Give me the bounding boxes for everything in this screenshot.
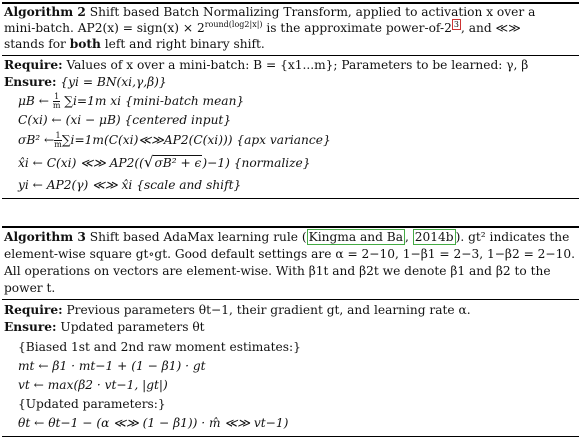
algo3-step-1: [18, 340, 301, 355]
algo3-caption-line-1: [4, 230, 569, 245]
algo2-ensure-text: {yi = BN(xi,γ,β)}: [60, 75, 167, 89]
fraction-denominator: m: [52, 101, 61, 110]
algo2-step-1-lhs: μB ←: [18, 94, 53, 108]
algo3-ensure: [4, 320, 205, 335]
algo3-require: [4, 303, 471, 318]
citation-year[interactable]: 2014b: [414, 230, 454, 244]
algo2-step-1-rhs: ∑i=1m xi {mini-batch mean}: [60, 94, 245, 108]
algo2-step-3: [18, 132, 331, 149]
algo3-require-text: Previous parameters θt−1, their gradient gt, and learning rate α.: [66, 303, 471, 317]
algo2-caption-text-3c: left and right binary shift.: [100, 37, 265, 51]
algo3-step-2-text: mt ← β1 · mt−1 + (1 − β1) · gt: [18, 359, 206, 373]
sqrt-radicand: σB² + ϵ: [154, 156, 202, 170]
citation-separator: ,: [405, 230, 413, 244]
fraction-numerator: 1: [55, 131, 61, 140]
algo3-top-rule: [2, 226, 579, 228]
algo3-step-5: [18, 416, 288, 431]
algo3-caption-text-2: element-wise square gt∘gt. Good default settings are α = 2−10, 1−β1 = 2−3, 1−β2 = 2−10.: [4, 247, 576, 261]
citation-link[interactable]: [307, 229, 405, 245]
algo3-step-3-text: vt ← max(β2 · vt−1, |gt|): [18, 378, 168, 392]
algo2-step-5-text: yi ← AP2(γ) ≪≫ x̂i {scale and shift}: [18, 178, 242, 192]
algo3-label: Algorithm 3: [4, 230, 86, 244]
algo3-ensure-text: Updated parameters θt: [60, 320, 205, 334]
algo3-step-2: [18, 359, 206, 374]
algo3-bottom-rule: [2, 436, 579, 437]
algo2-caption-line-3: [4, 37, 265, 52]
algo3-caption-line-4: [4, 281, 55, 296]
algo2-caption-line-1: [4, 5, 535, 20]
algo2-require-label: Require:: [4, 58, 63, 72]
algo2-step-5: [18, 178, 241, 193]
algo3-step-4-text: {Updated parameters:}: [18, 397, 166, 411]
algo2-ensure-label: Ensure:: [4, 75, 57, 89]
fraction-denominator: m: [54, 140, 62, 149]
algo2-step-3-lhs: σB² ←: [18, 133, 55, 147]
citation-year-link[interactable]: [413, 229, 456, 245]
algo3-caption-text-1a: Shift based AdaMax learning rule (: [85, 230, 307, 244]
algo3-mid-rule: [2, 299, 579, 300]
algo2-require: [4, 58, 528, 73]
algo2-label: Algorithm 2: [4, 5, 86, 19]
algo2-step-4-lhs: x̂i ← C(xi) ≪≫ AP2((: [18, 156, 144, 170]
sqrt-sign: √: [143, 153, 154, 171]
algo2-step-2-text: C(xi) ← (xi − μB) {centered input}: [18, 113, 232, 127]
algo3-step-3: [18, 378, 168, 393]
algo3-require-label: Require:: [4, 303, 63, 317]
algo3-step-4: [18, 397, 166, 412]
algo3-caption-text-4: power t.: [4, 281, 56, 295]
algo2-ensure: [4, 75, 167, 90]
algo3-caption-text-3: All operations on vectors are element-wise. With β1t and β2t we denote β1 and β2 to the: [4, 264, 551, 278]
algo3-caption-text-1b: ). gt² indicates the: [455, 230, 570, 244]
algo3-caption-line-2: [4, 247, 575, 262]
algo2-top-rule: [2, 2, 579, 4]
algo2-step-4: [18, 155, 311, 171]
algo2-mid-rule: [2, 55, 579, 56]
algo2-caption-text-3a: stands for: [4, 37, 70, 51]
algo2-step-3-rhs: ∑i=1m(C(xi)≪≫AP2(C(xi))) {apx variance}: [61, 133, 331, 147]
algo3-step-5-text: θt ← θt−1 − (α ≪≫ (1 − β1)) · m̂ ≪≫ vt−1): [18, 416, 289, 430]
algo2-step-2: [18, 113, 231, 128]
algo3-caption-line-3: [4, 264, 551, 279]
citation-authors[interactable]: Kingma and Ba: [308, 230, 403, 244]
algo2-bottom-rule: [2, 198, 579, 199]
algo2-caption-text-2c: is the approximate power-of-2: [262, 21, 452, 36]
algo3-ensure-label: Ensure:: [4, 320, 57, 334]
algo2-caption-text-2a: mini-batch. AP2(x) = sign(x) × 2: [4, 21, 205, 36]
algo2-caption-exponent: round(log2|x|): [204, 20, 263, 30]
algo2-caption-text-2d: , and ≪≫: [460, 21, 522, 36]
algo2-step-1: [18, 93, 244, 110]
algo2-caption-line-2: [4, 21, 521, 36]
algo2-caption-text-1: Shift based Batch Normalizing Transform, applied to activation x over a: [85, 5, 536, 19]
algo3-step-1-text: {Biased 1st and 2nd raw moment estimates:}: [18, 340, 301, 354]
fraction: [54, 132, 62, 149]
algo2-caption-bold: both: [69, 37, 101, 51]
fraction-numerator: 1: [54, 92, 60, 101]
algo2-step-4-rhs: )−1) {normalize}: [202, 156, 311, 170]
footnote-link[interactable]: 3: [453, 20, 459, 29]
algo2-require-text: Values of x over a mini-batch: B = {x1...m}; Parameters to be learned: γ, β: [66, 58, 529, 72]
